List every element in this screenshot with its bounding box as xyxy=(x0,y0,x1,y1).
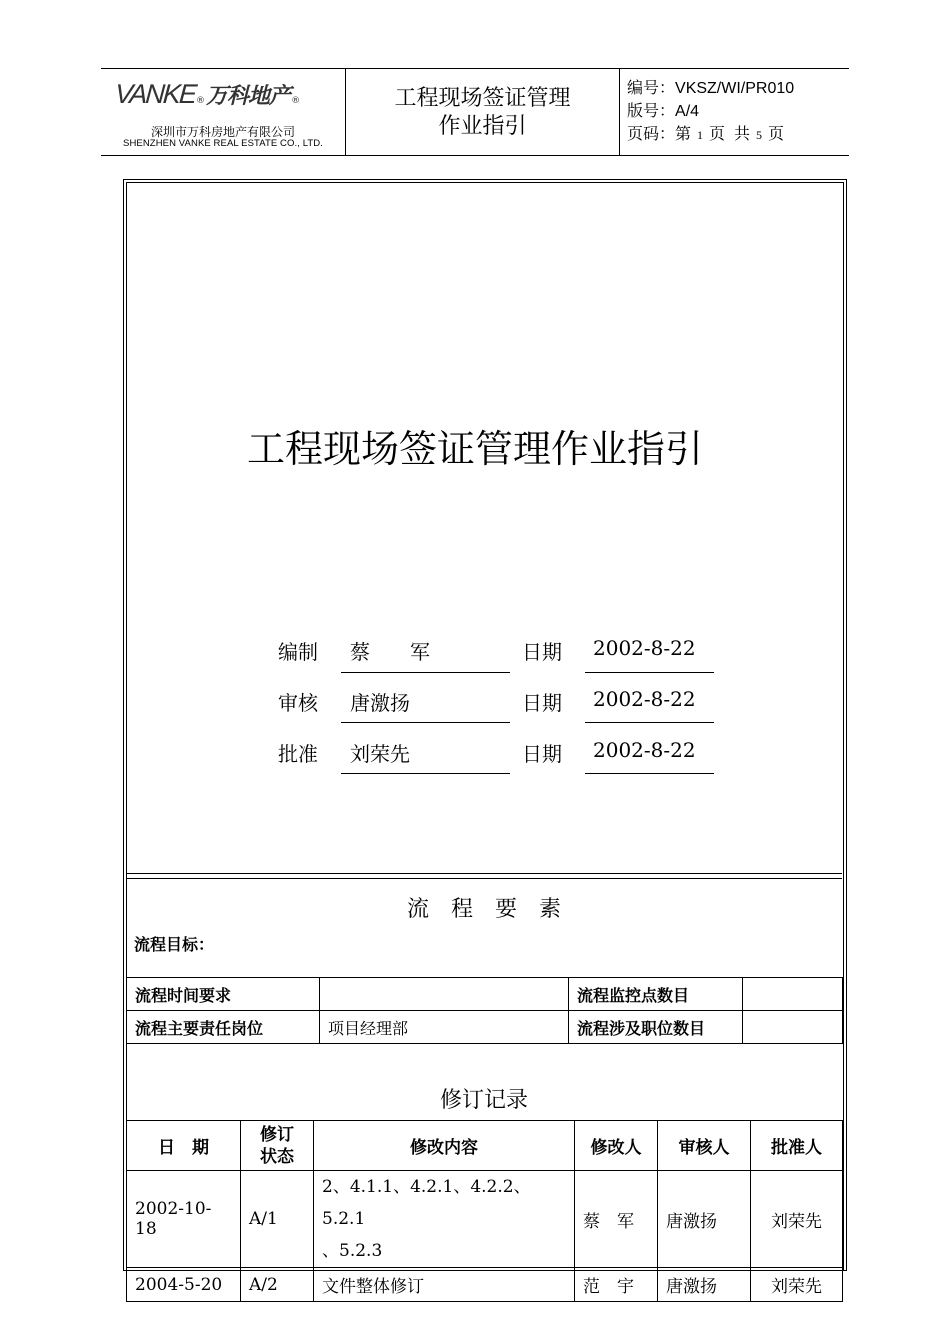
sig-name-reviewed: 唐激扬 xyxy=(350,691,410,715)
sig-underline xyxy=(585,773,714,774)
company-name-en: SHENZHEN VANKE REAL ESTATE CO., LTD. xyxy=(123,138,323,149)
col-modifier: 修改人 xyxy=(575,1121,658,1171)
resp-label: 流程主要责任岗位 xyxy=(127,1011,320,1044)
process-elements-table xyxy=(126,977,843,1044)
sig-underline xyxy=(341,722,510,723)
col-content: 修改内容 xyxy=(314,1121,575,1171)
sig-name-approved: 刘荣先 xyxy=(350,742,410,766)
sig-date-label: 日期 xyxy=(522,742,562,766)
table-row xyxy=(127,1171,843,1268)
revision-table xyxy=(126,1120,843,1302)
col-date: 日 期 xyxy=(127,1121,241,1171)
sig-name-compiled: 蔡 军 xyxy=(350,640,430,664)
col-status: 修订 状态 xyxy=(241,1121,314,1171)
logo-cell xyxy=(101,69,346,155)
col-reviewer: 审核人 xyxy=(658,1121,751,1171)
rev-content: 2、4.1.1、4.2.1、4.2.2、5.2.1 、5.2.3 xyxy=(314,1171,575,1268)
table-header-row xyxy=(127,1121,843,1171)
rev-reviewer: 唐激扬 xyxy=(658,1171,751,1268)
header-title-line1: 工程现场签证管理 xyxy=(394,86,571,111)
logo-text-en: VANKE xyxy=(113,79,197,109)
table-row xyxy=(127,1011,843,1044)
document-header xyxy=(101,68,849,156)
sig-role-approved: 批准 xyxy=(278,742,318,766)
sig-role-reviewed: 审核 xyxy=(278,691,318,715)
cover-title: 工程现场签证管理作业指引 xyxy=(246,427,703,471)
doc-version: 版号：A/4 xyxy=(627,103,700,120)
rev-status: A/2 xyxy=(241,1268,314,1302)
monitor-value xyxy=(743,978,843,1011)
doc-code: 编号：VKSZ/WI/PR010 xyxy=(627,80,795,97)
time-req-value xyxy=(320,978,569,1011)
sig-underline xyxy=(341,672,510,673)
sig-date-value: 2002-8-22 xyxy=(593,636,696,660)
header-doc-info xyxy=(627,77,849,147)
sig-underline xyxy=(585,672,714,673)
rev-content: 文件整体修订 xyxy=(314,1268,575,1302)
positions-label: 流程涉及职位数目 xyxy=(569,1011,743,1044)
sig-date-value: 2002-8-22 xyxy=(593,738,696,762)
rev-date: 2004-5-20 xyxy=(127,1268,241,1302)
company-name-cn: 深圳市万科房地产有限公司 xyxy=(150,125,295,139)
rev-date: 2002-10-18 xyxy=(127,1171,241,1268)
registered-mark-icon: ® xyxy=(291,96,301,106)
registered-mark-icon: ® xyxy=(196,96,206,106)
header-title-line2: 作业指引 xyxy=(438,114,527,139)
sig-underline xyxy=(585,722,714,723)
rev-approver: 刘荣先 xyxy=(751,1171,843,1268)
rev-modifier: 蔡 军 xyxy=(575,1171,658,1268)
table-row xyxy=(127,978,843,1011)
rev-approver: 刘荣先 xyxy=(751,1268,843,1302)
monitor-label: 流程监控点数目 xyxy=(569,978,743,1011)
logo-text-cn: 万科地产 xyxy=(206,84,291,109)
col-approver: 批准人 xyxy=(751,1121,843,1171)
sig-date-value: 2002-8-22 xyxy=(593,687,696,711)
sig-underline xyxy=(341,773,510,774)
sig-role-compiled: 编制 xyxy=(278,640,318,664)
table-row xyxy=(127,1268,843,1302)
doc-page-number: 页码：第 1 页 共 5 页 xyxy=(627,126,784,143)
positions-value xyxy=(743,1011,843,1044)
rev-modifier: 范 宇 xyxy=(575,1268,658,1302)
sig-date-label: 日期 xyxy=(522,691,562,715)
process-goal-label: 流程目标： xyxy=(134,935,215,954)
header-doc-title xyxy=(346,69,620,155)
process-elements-title: 流 程 要 素 xyxy=(406,897,561,922)
vanke-logo xyxy=(115,79,301,109)
section-divider xyxy=(126,873,842,879)
rev-status: A/1 xyxy=(241,1171,314,1268)
revision-record-title: 修订记录 xyxy=(439,1088,528,1113)
rev-reviewer: 唐激扬 xyxy=(658,1268,751,1302)
time-req-label: 流程时间要求 xyxy=(127,978,320,1011)
sig-date-label: 日期 xyxy=(522,640,562,664)
resp-value: 项目经理部 xyxy=(320,1011,569,1044)
